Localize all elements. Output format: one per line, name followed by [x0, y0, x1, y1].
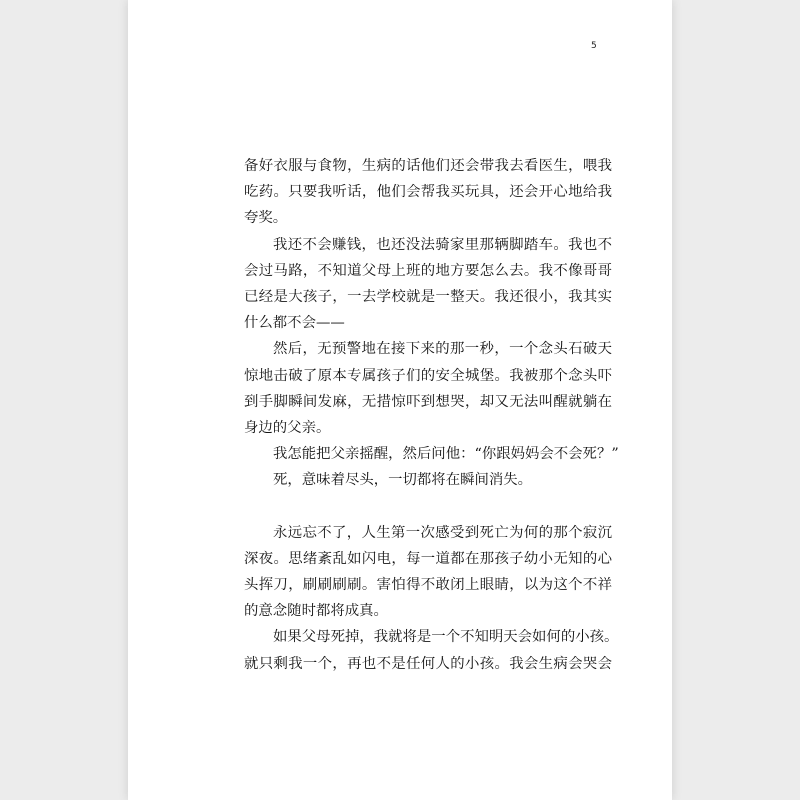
paragraph	[244, 520, 612, 625]
text-line: 的意念随时都将成真。	[244, 603, 388, 620]
paragraph	[244, 336, 612, 441]
paragraph	[244, 232, 612, 337]
text-line: 死，意味着尽头，一切都将在瞬间消失。	[273, 472, 533, 489]
text-line: 如果父母死掉，我就将是一个不知明天会如何的小孩。	[273, 629, 619, 646]
text-line: 头挥刀，刷刷刷刷。害怕得不敢闭上眼睛，以为这个不祥	[244, 577, 612, 593]
text-line: 备好衣服与食物，生病的话他们还会带我去看医生，喂我	[244, 158, 612, 174]
paragraph	[244, 441, 619, 467]
paragraph	[244, 153, 612, 232]
paragraph	[244, 624, 619, 676]
text-line: 会过马路，不知道父母上班的地方要怎么去。我不像哥哥	[244, 262, 612, 279]
text-line: 到手脚瞬间发麻，无措惊吓到想哭，却又无法叫醒就躺在	[244, 393, 612, 410]
section-break	[244, 493, 612, 519]
text-line: 深夜。思绪紊乱如闪电，每一道都在那孩子幼小无知的心	[244, 550, 612, 567]
text-line: 已经是大孩子，一去学校就是一整天。我还很小，我其实	[244, 288, 612, 305]
text-line: 夸奖。	[244, 210, 288, 227]
paragraph	[244, 467, 612, 493]
body-text	[244, 153, 619, 677]
text-line: 我怎能把父亲摇醒，然后问他：“你跟妈妈会不会死？”	[273, 446, 619, 463]
text-line: 什么都不会——	[244, 315, 345, 332]
text-line: 就只剩我一个，再也不是任何人的小孩。我会生病会哭会	[244, 655, 612, 672]
text-line: 身边的父亲。	[244, 419, 331, 436]
page-number: 5	[591, 41, 597, 51]
book-page	[128, 0, 672, 800]
text-line: 我还不会赚钱，也还没法骑家里那辆脚踏车。我也不	[273, 236, 612, 253]
text-line: 吃药。只要我听话，他们会帮我买玩具，还会开心地给我	[244, 184, 612, 201]
text-line: 永远忘不了，人生第一次感受到死亡为何的那个寂沉	[273, 524, 612, 541]
text-line: 然后，无预警地在接下来的那一秒，一个念头石破天	[273, 341, 612, 358]
text-line: 惊地击破了原本专属孩子们的安全城堡。我被那个念头吓	[244, 367, 612, 384]
